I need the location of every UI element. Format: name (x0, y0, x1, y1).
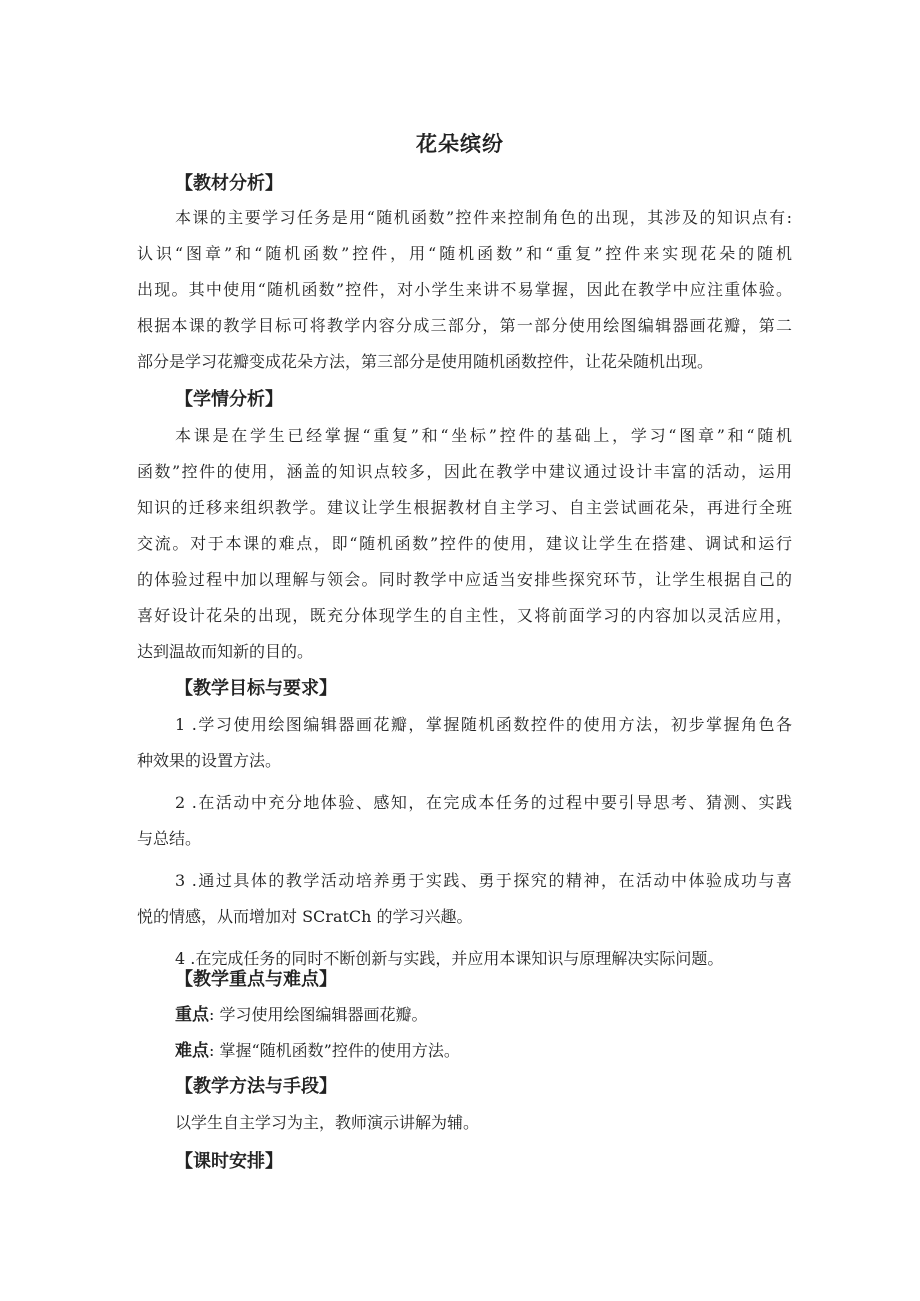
difficulty-text: : 掌握“随机函数”控件的使用方法。 (209, 1041, 460, 1060)
goal-item-line: 3 .通过具体的教学活动培养勇于实践、勇于探究的精神，在活动中体验成功与喜 (175, 871, 792, 890)
goal-item-line: 悦的情感，从而增加对 SCratCh 的学习兴趣。 (137, 907, 473, 926)
section-heading-keypoints: 【教学重点与难点】 (175, 969, 337, 990)
document-title: 花朵缤纷 (416, 132, 504, 156)
goal-item-line: 种效果的设置方法。 (137, 751, 282, 770)
methods-paragraph (137, 1108, 792, 1138)
text-line: 本课的主要学习任务是用“随机函数”控件来控制角色的出现，其涉及的知识点有: (175, 208, 792, 227)
focus-label: 重点 (175, 1005, 209, 1025)
text-line: 认识“图章”和“随机函数”控件，用“随机函数”和“重复”控件来实现花朵的随机 (137, 244, 792, 263)
goal-item-line: 2 .在活动中充分地体验、感知，在完成本任务的过程中要引导思考、猜测、实践 (175, 793, 792, 812)
text-line: 以学生自主学习为主，教师演示讲解为辅。 (175, 1113, 480, 1132)
text-line: 根据本课的教学目标可将教学内容分成三部分，第一部分使用绘图编辑器画花瓣，第二 (137, 316, 792, 335)
text-line: 出现。其中使用“随机函数”控件，对小学生来讲不易掌握，因此在教学中应注重体验。 (137, 280, 792, 299)
text-line: 交流。对于本课的难点，即“随机函数”控件的使用，建议让学生在搭建、调试和运行 (137, 534, 792, 553)
text-line: 函数”控件的使用，涵盖的知识点较多，因此在教学中建议通过设计丰富的活动，运用 (137, 462, 792, 481)
keypoints-block (137, 1000, 792, 1066)
goals-list (137, 710, 792, 974)
section-heading-student: 【学情分析】 (175, 389, 283, 410)
section-heading-methods: 【教学方法与手段】 (175, 1076, 337, 1097)
difficulty-line (137, 1036, 792, 1066)
section-heading-schedule: 【课时安排】 (175, 1151, 283, 1172)
goal-item-line: 4 .在完成任务的同时不断创新与实践，并应用本课知识与原理解决实际问题。 (175, 949, 724, 968)
focus-text: : 学习使用绘图编辑器画花瓣。 (209, 1005, 428, 1024)
difficulty-label: 难点 (175, 1041, 209, 1061)
student-paragraph (137, 421, 792, 667)
text-line: 达到温故而知新的目的。 (137, 642, 314, 661)
section-heading-material: 【教材分析】 (175, 173, 283, 194)
section-heading-goals: 【教学目标与要求】 (175, 678, 337, 699)
text-line: 部分是学习花瓣变成花朵方法，第三部分是使用随机函数控件，让花朵随机出现。 (137, 352, 714, 371)
focus-line (137, 1000, 792, 1030)
text-line: 本课是在学生已经掌握“重复”和“坐标”控件的基础上，学习“图章”和“随机 (175, 426, 792, 445)
text-line: 的体验过程中加以理解与领会。同时教学中应适当安排些探究环节，让学生根据自己的 (137, 570, 792, 589)
goal-item-line: 与总结。 (137, 829, 202, 848)
material-paragraph (137, 203, 792, 377)
goal-item-line: 1 .学习使用绘图编辑器画花瓣，掌握随机函数控件的使用方法，初步掌握角色各 (175, 715, 792, 734)
text-line: 喜好设计花朵的出现，既充分体现学生的自主性，又将前面学习的内容加以灵活应用， (137, 606, 792, 625)
text-line: 知识的迁移来组织教学。建议让学生根据教材自主学习、自主尝试画花朵，再进行全班 (137, 498, 792, 517)
